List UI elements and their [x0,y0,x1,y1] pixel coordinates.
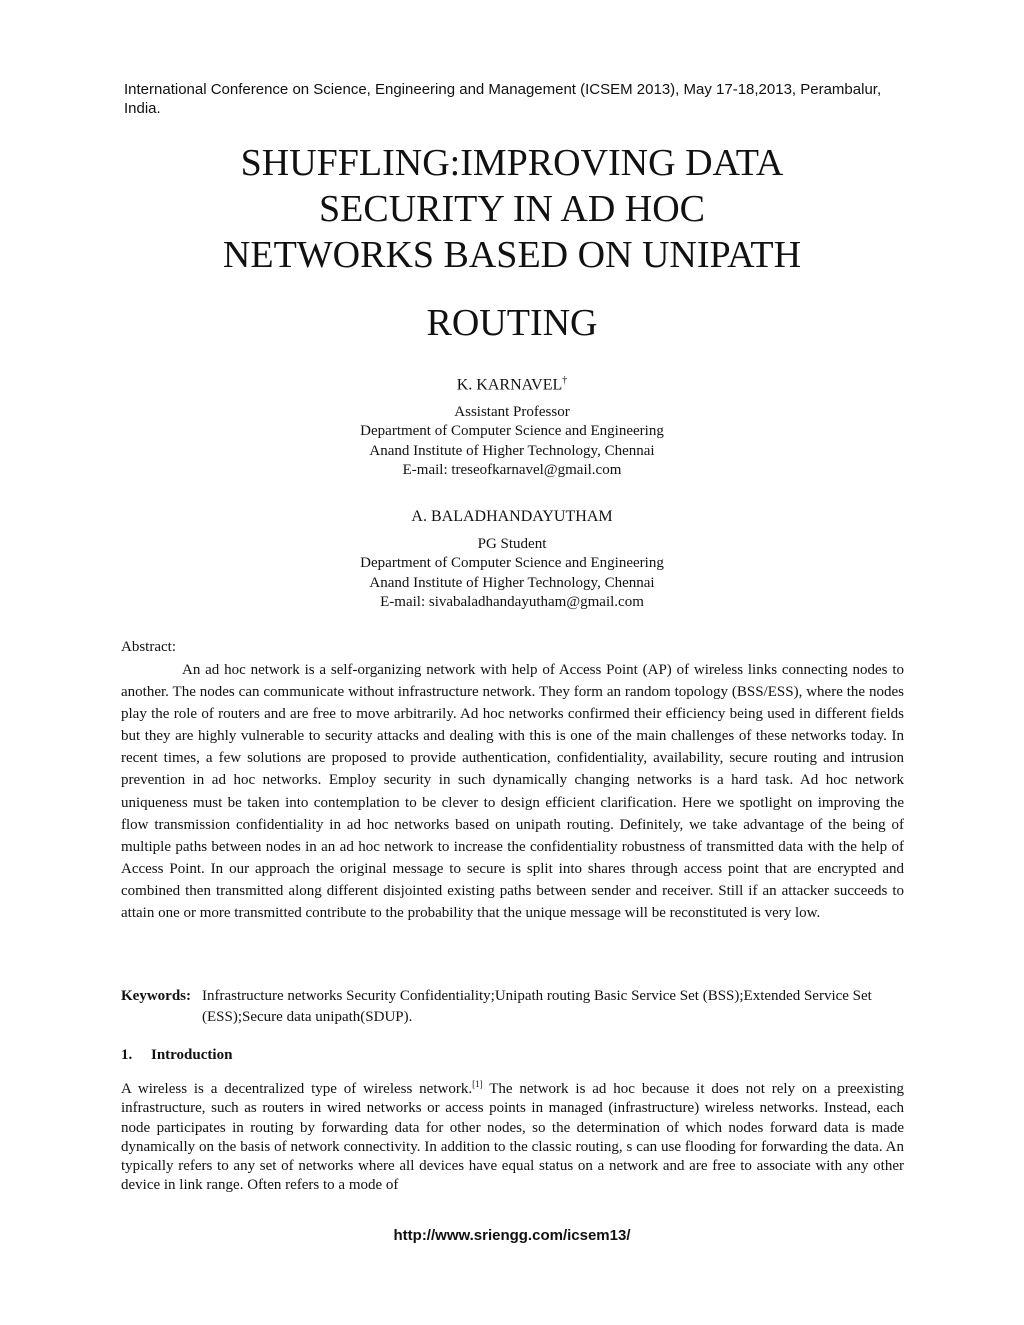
title-line-1: SHUFFLING:IMPROVING DATA [240,142,784,184]
author-email: E-mail: treseofkarnavel@gmail.com [402,462,622,479]
keywords-block [121,986,904,1028]
author-name: K. KARNAVEL† [456,375,568,394]
section-title: Introduction [151,1047,233,1063]
author-name: A. BALADHANDAYUTHAM [411,508,613,525]
section-number: 1. [121,1047,133,1063]
title-line-3: NETWORKS BASED ON UNIPATH [222,234,802,276]
citation-ref: [1] [472,1079,483,1089]
author-department: Department of Computer Science and Engineering [360,555,664,571]
author-role: PG Student [477,535,547,552]
author-institute: Anand Institute of Higher Technology, Chennai [369,574,655,591]
author-role: Assistant Professor [454,403,570,420]
abstract-text: An ad hoc network is a self-organizing network with help of Access Point (AP) of wireless links connecting nodes to another. The nodes can communicate without infrastructure network. They form an random topology (BSS/ESS), where the nodes play the role of routers and are free to move arbitrarily. Ad hoc networks confirmed their efficiency being used in different fields but they are highly vulnerable to security attacks and dealing with this is one of the main challenges of these networks today. In recent times, a few solutions are proposed to provide authentication, confidentiality, availability, secure routing and intrusion prevention in ad hoc networks. Employ security in such dynamically changing networks is a hard task. Ad hoc network uniqueness must be taken into contemplation to be clever to design efficient clarification. Here we spotlight on improving the flow transmission confidentiality in ad hoc networks based on unipath routing. Definitely, we take advantage of the being of multiple paths between nodes in an ad hoc network to increase the confidentiality robustness of transmitted data with the help of Access Point. In our approach the original message to secure is split into shares through access point that are encrypted and combined then transmitted along different disjointed existing paths between sender and receiver. Still if an attacker succeeds to attain one or more transmitted contribute to the probability that the unique message will be reconstituted is very low. [121,662,904,922]
footer-url-link[interactable]: http://www.sriengg.com/icsem13/ [393,1227,631,1244]
paper-title [112,140,912,346]
introduction-text: A wireless is a decentralized type of wireless network.[1] The network is ad hoc because it does not rely on a preexisting infrastructure, such as routers in wired networks or access points in managed (infrastructure) wireless networks. Instead, each node participates in routing by forwarding data for other nodes, so the determination of which nodes forward data is made dynamically on the basis of network connectivity. In addition to the classic routing, s can use flooding for forwarding the data. An typically refers to any set of networks where all devices have equal status on a network and are free to associate with any other device in link range. Often refers to a mode of [121,1079,904,1194]
keywords-label: Keywords: [121,988,191,1004]
title-line-4: ROUTING [426,302,598,344]
keywords-text: Infrastructure networks Security Confidentiality;Unipath routing Basic Service Set (BSS);Extended Service Set (ESS);Secure data unipath(SDUP). [202,988,872,1025]
title-line-2: SECURITY IN AD HOC [319,188,705,230]
author-footnote-mark: † [562,375,568,386]
author-block-1 [112,371,912,481]
author-email: E-mail: sivabaladhandayutham@gmail.com [380,594,644,610]
section-heading-introduction [121,1047,232,1064]
abstract-label: Abstract: [121,639,176,655]
author-department: Department of Computer Science and Engineering [360,423,664,440]
author-block-2 [112,507,912,613]
author-institute: Anand Institute of Higher Technology, Chennai [369,442,655,459]
conference-header: International Conference on Science, Engineering and Management (ICSEM 2013), May 17-18,2013, Perambalur, India. [124,81,882,117]
